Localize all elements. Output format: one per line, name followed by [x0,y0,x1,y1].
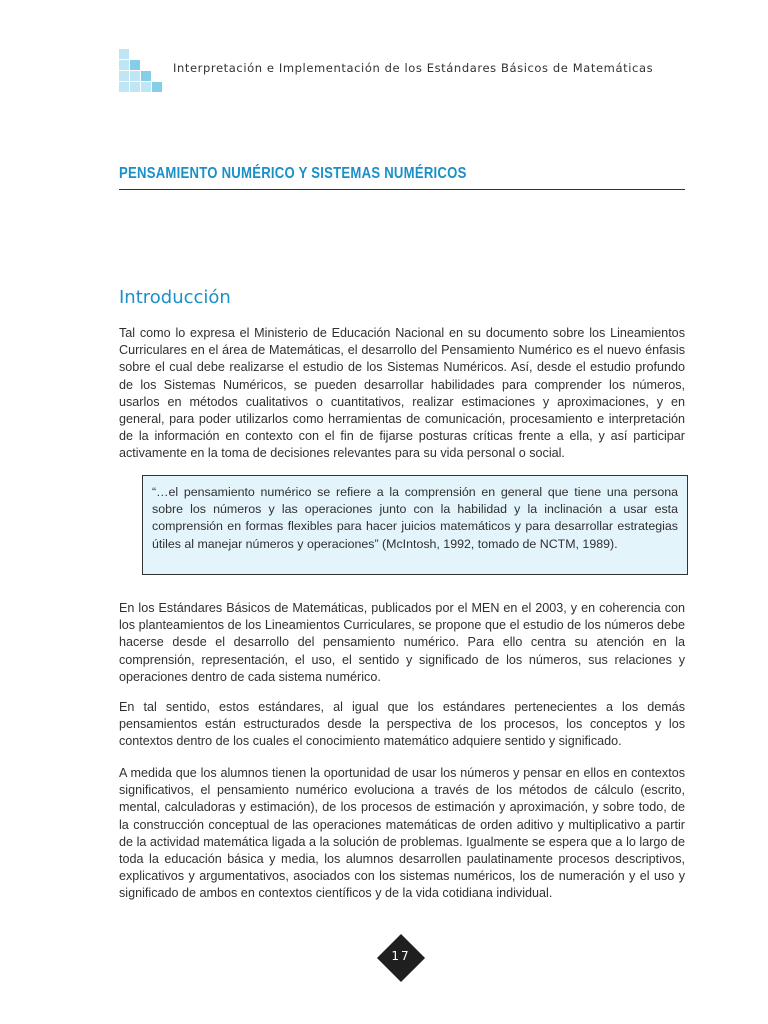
title-divider [119,189,685,190]
page-number: 17 [391,949,411,963]
intro-heading: Introducción [119,287,231,308]
paragraph-2: En los Estándares Básicos de Matemáticas, publicados por el MEN en el 2003, y en coherencia con los planteamientos de los Lineamientos Curriculares, se propone que el estudio de los números debe hacerse desde el desarrollo del pensamiento numérico. Para ello centra su atención en la comprensión, representación, el uso, el sentido y significado de los números, sus relaciones y operaciones dentro de cada sistema numérico. [119,601,685,684]
running-header: Interpretación e Implementación de los Estándares Básicos de Matemáticas [173,61,654,75]
logo-squares-icon [119,49,163,93]
quote-text: “…el pensamiento numérico se refiere a la comprensión en general que tiene una persona sobre los números y las operaciones junto con la habilidad y la inclinación a usar esta comprensión en formas flexibles para hacer juicios matemáticos y para desarrollar estrategias útiles al manejar números y operaciones” (McIntosh, 1992, tomado de NCTM, 1989). [152,485,678,551]
paragraph-3: En tal sentido, estos estándares, al igual que los estándares pertenecientes a los demás pensamientos están estructurados desde la perspectiva de los procesos, los conceptos y los contextos dentro de los cuales el conocimiento matemático adquiere sentido y significado. [119,700,685,749]
paragraph-4: A medida que los alumnos tienen la oportunidad de usar los números y pensar en ellos en contextos significativos, el pensamiento numérico evoluciona a través de los métodos de cálculo (escrito, mental, calculadoras y estimación), de los procesos de estimación y aproximación, y sobre todo, de la construcción conceptual de las operaciones matemáticas de orden aditivo y multiplicativo a partir de la actividad matemática ligada a la solución de problemas. Igualmente se espera que a lo largo de toda la educación básica y media, los alumnos desarrollen paulatinamente procesos descriptivos, explicativos y argumentativos, asociados con los sistemas numéricos, los de numeración y el uso y significado de ambos en contextos científicos y de la vida cotidiana individual. [119,766,685,901]
paragraph-1: Tal como lo expresa el Ministerio de Educación Nacional en su documento sobre los Lineamientos Curriculares en el área de Matemáticas, el desarrollo del Pensamiento Numérico es el nuevo énfasis sobre el cual debe realizarse el estudio de los Sistemas Numéricos. Así, desde el estudio profundo de los Sistemas Numéricos, se pueden desarrollar habilidades para comprender los números, usarlos en métodos cualitativos o cuantitativos, realizar estimaciones y aproximaciones, y en general, para poder utilizarlos como herramientas de comunicación, procesamiento e interpretación de la información en contexto con el fin de fijarse posturas críticas frente a ella, y así participar activamente en la toma de decisiones relevantes para su vida personal o social. [119,326,685,461]
section-title: PENSAMIENTO NUMÉRICO Y SISTEMAS NUMÉRICOS [119,165,467,182]
